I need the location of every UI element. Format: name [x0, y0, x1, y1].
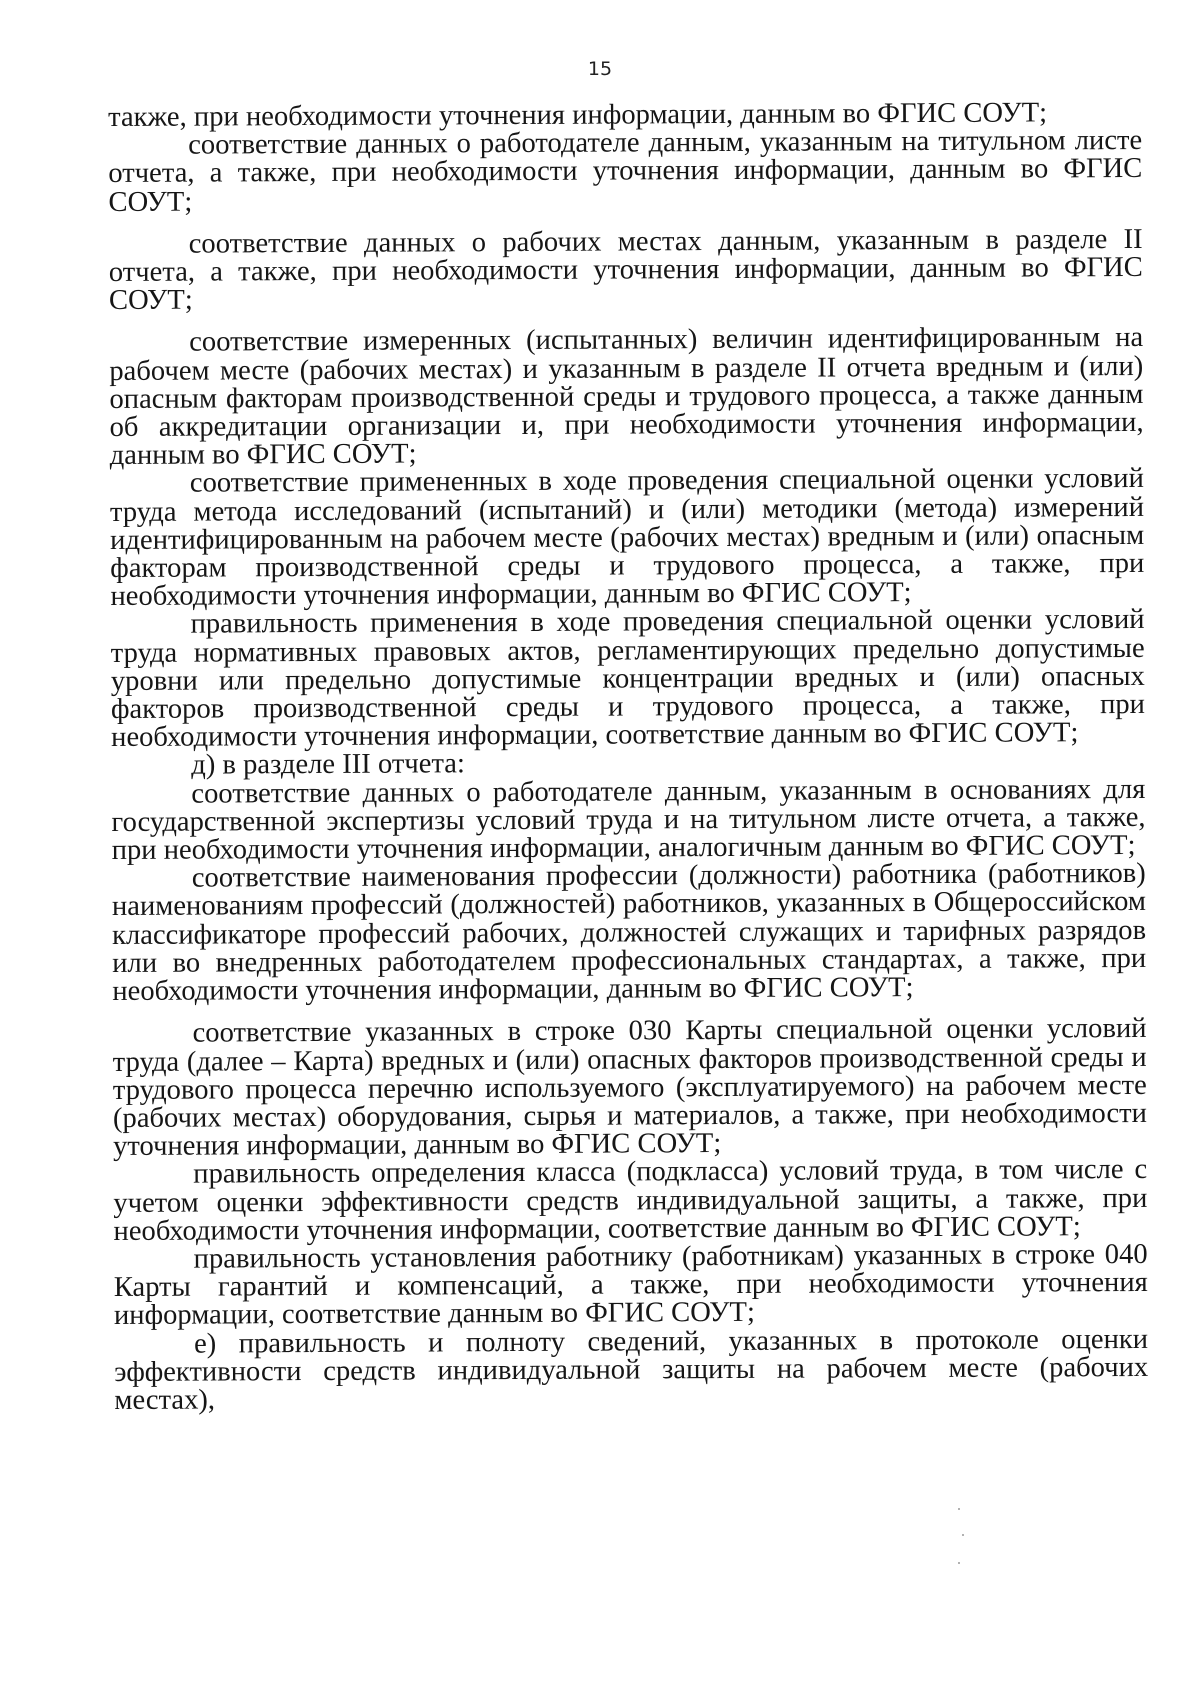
scan-speck	[958, 1562, 960, 1564]
paragraph-class-determination: правильность определения класса (подкласса) условий труда, в том числе с учетом оценки эффективности средств индивидуальной защиты, а также, при необходимости уточнения информации, соответствие данным во ФГИС СОУТ;	[113, 1154, 1148, 1247]
paragraph-employer-grounds: соответствие данных о работодателе данным, указанным в основаниях для государственной экспертизы условий труда и на титульном листе отчета, а также, при необходимости уточнения информации, аналогичным данным во ФГИС СОУТ;	[111, 773, 1146, 867]
paragraph-profession-names: соответствие наименования профессии (должности) работника (работников) наименованиям профессий (должностей) работников, указанных в Общероссийском классификаторе профессий рабочих, должностей служащих и тарифных разрядов или во внедренных работодателем профессиональных стандартах, а также, при необходимости уточнения информации, данным во ФГИС СОУТ;	[111, 858, 1147, 1008]
paragraph-normative-acts: правильность применения в ходе проведения специальной оценки условий труда нормативных правовых актов, регламентирующих предельно допустимые уровни или предельно допустимые концентрации вредных и (или) опасных факторов производственной среды и трудового процесса, а также, при необходимости уточнения информации, соответствие данным во ФГИС СОУТ;	[110, 604, 1146, 754]
paragraph-employer-title-page: соответствие данных о работодателе данным, указанным на титульном листе отчета, а также, при необходимости уточнения информации, данным во ФГИС СОУТ;	[108, 125, 1143, 218]
paragraph-card-line-030: соответствие указанных в строке 030 Карты специальной оценки условий труда (далее – Карта) вредных и (или) опасных факторов производственной среды и трудового процесса перечню используемого (эксплуатируемого) на рабочем месте (рабочих местах) оборудования, сырья и материалов, а также, при необходимости уточнения информации, данным во ФГИС СОУТ;	[112, 1013, 1148, 1163]
scan-speck	[958, 1508, 960, 1510]
paragraph-ppe-protocol: е) правильность и полноту сведений, указанных в протоколе оценки эффективности средств индивидуальной защиты на рабочем месте (рабочих местах),	[114, 1323, 1149, 1416]
paragraph-workplaces-section-2: соответствие данных о рабочих местах данным, указанным в разделе II отчета, а также, при необходимости уточнения информации, данным во ФГИС СОУТ;	[108, 223, 1143, 317]
document-body	[108, 99, 1148, 1415]
paragraph-section-3-heading: д) в разделе III отчета:	[191, 748, 465, 782]
paragraph-measured-values: соответствие измеренных (испытанных) величин идентифицированным на рабочем месте (рабочих местах) и указанным в разделе II отчета вредным и (или) опасным факторам производственной среды и трудового процесса, а также данным об аккредитации организации и, при необходимости уточнения информации, данным во ФГИС СОУТ;	[109, 322, 1144, 472]
paragraph-research-methods: соответствие примененных в ходе проведения специальной оценки условий труда метода исследований (испытаний) и (или) методики (метода) измерений идентифицированным на рабочем месте (рабочих местах) вредным и (или) опасным факторам производственной среды и трудового процесса, а также, при необходимости уточнения информации, данным во ФГИС СОУТ;	[109, 463, 1145, 613]
paragraph-continuation: также, при необходимости уточнения информации, данным во ФГИС СОУТ;	[107, 97, 1048, 133]
page-number: 15	[587, 58, 613, 80]
scan-speck	[962, 1534, 964, 1536]
paragraph-card-line-040: правильность установления работнику (работникам) указанных в строке 040 Карты гарантий и компенсаций, а также, при необходимости уточнения информации, соответствие данным во ФГИС СОУТ;	[113, 1238, 1148, 1332]
